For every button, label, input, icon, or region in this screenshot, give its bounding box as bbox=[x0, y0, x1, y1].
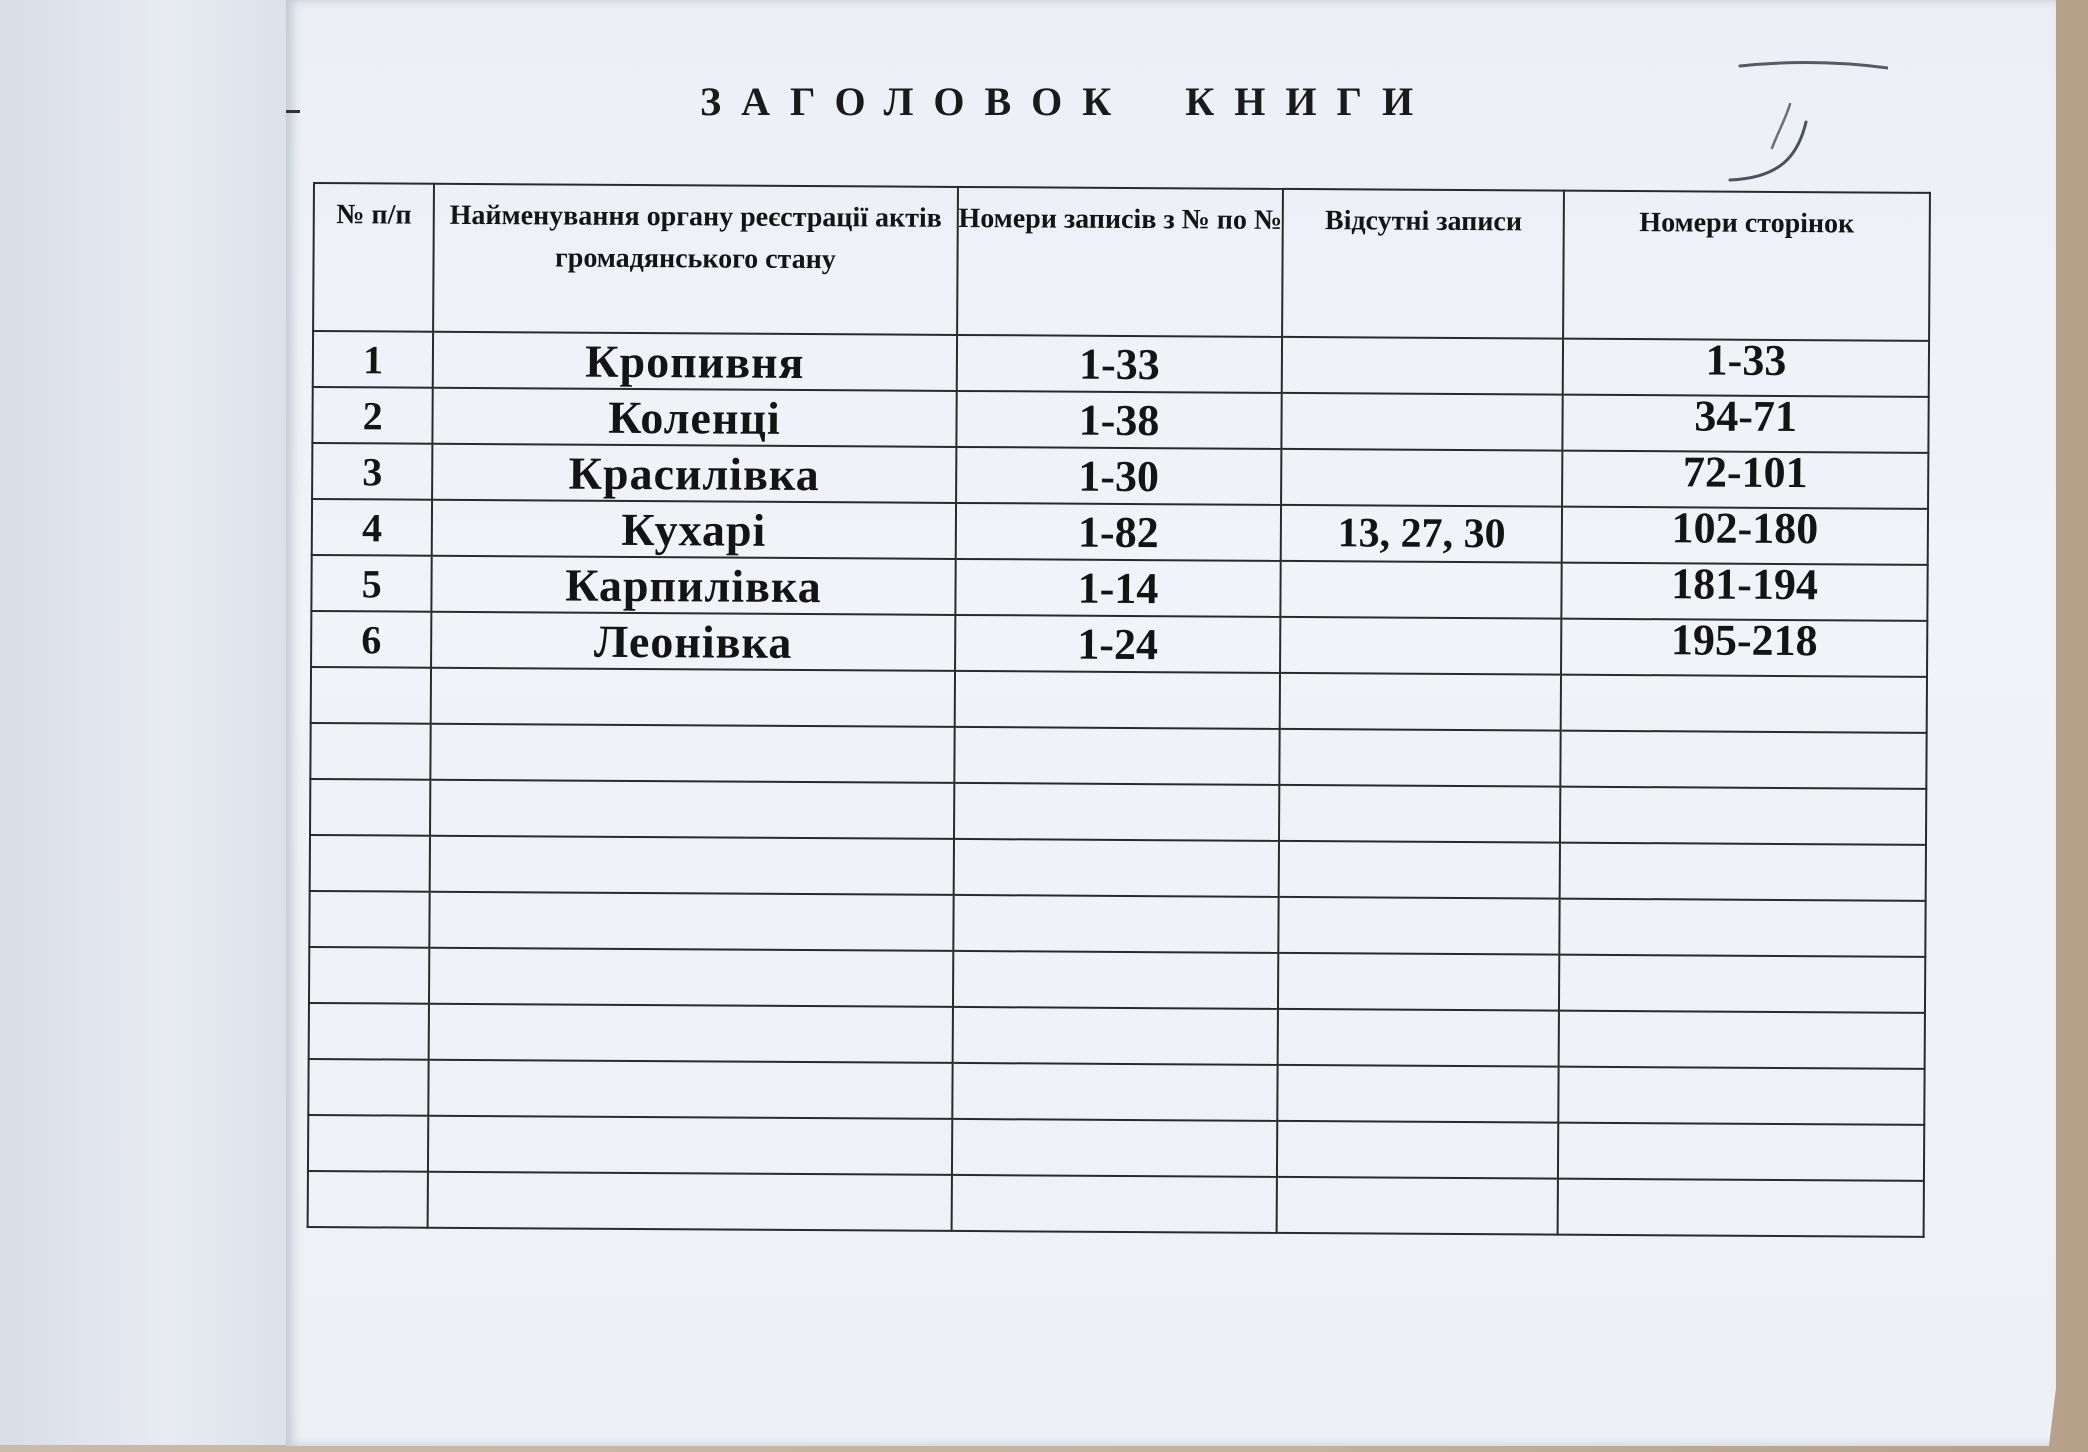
page-range-cell: 181-194 bbox=[1561, 563, 1927, 621]
registry-office-name-cell bbox=[430, 780, 954, 839]
title-word-2: КНИГИ bbox=[1185, 79, 1434, 124]
record-range-cell bbox=[951, 1175, 1277, 1233]
row-number-cell bbox=[311, 667, 432, 724]
table-row bbox=[310, 723, 1926, 789]
page-range-cell bbox=[1561, 675, 1927, 733]
left-book-page bbox=[0, 0, 310, 1445]
missing-records-cell bbox=[1278, 1065, 1559, 1123]
registry-office-name-cell bbox=[431, 668, 955, 727]
row-number-cell bbox=[308, 1115, 429, 1172]
registry-office-name-cell: Коленці bbox=[433, 388, 957, 447]
missing-records-cell bbox=[1282, 393, 1563, 451]
record-range-cell: 1-82 bbox=[955, 503, 1281, 561]
row-number-cell bbox=[309, 947, 430, 1004]
record-range-cell bbox=[953, 839, 1279, 897]
table-row bbox=[309, 947, 1925, 1013]
record-range-cell: 1-33 bbox=[956, 335, 1282, 393]
missing-records-cell bbox=[1278, 953, 1559, 1011]
row-number-cell: 1 bbox=[313, 331, 434, 388]
page-range-cell: 1-33 bbox=[1563, 339, 1929, 397]
table-row bbox=[312, 499, 1928, 565]
header-missing-records: Відсутні записи bbox=[1282, 189, 1564, 339]
missing-records-cell bbox=[1281, 449, 1562, 507]
row-number-cell: 3 bbox=[312, 443, 433, 500]
registry-office-name-cell bbox=[431, 724, 955, 783]
registry-office-name-cell bbox=[429, 1004, 953, 1063]
table-body bbox=[308, 331, 1929, 1237]
missing-records-cell bbox=[1279, 897, 1560, 955]
table-row bbox=[308, 1059, 1924, 1125]
header-registry-office: Найменування органу реєстрації актів громадянського стану bbox=[433, 184, 957, 335]
table-row bbox=[308, 1171, 1924, 1237]
table-row bbox=[310, 835, 1926, 901]
registry-office-name-cell bbox=[428, 1172, 952, 1231]
table-row bbox=[309, 1003, 1925, 1069]
registry-office-name-cell: Кухарі bbox=[432, 500, 956, 559]
page-range-cell: 102-180 bbox=[1562, 507, 1928, 565]
record-range-cell: 1-14 bbox=[955, 559, 1281, 617]
page-range-cell bbox=[1560, 731, 1926, 789]
row-number-cell bbox=[310, 835, 431, 892]
missing-records-cell bbox=[1279, 841, 1560, 899]
record-range-cell: 1-24 bbox=[955, 615, 1281, 673]
missing-records-cell bbox=[1280, 617, 1561, 675]
record-range-cell bbox=[953, 951, 1279, 1009]
page-range-cell bbox=[1560, 787, 1926, 845]
record-range-cell: 1-30 bbox=[956, 447, 1282, 505]
table-row bbox=[310, 779, 1926, 845]
missing-records-cell: 13, 27, 30 bbox=[1281, 505, 1562, 563]
missing-records-cell bbox=[1281, 561, 1562, 619]
registry-office-name-cell: Красилівка bbox=[432, 444, 956, 503]
registry-office-name-cell bbox=[428, 1116, 952, 1175]
row-number-cell bbox=[310, 723, 431, 780]
record-range-cell bbox=[954, 727, 1280, 785]
row-number-cell: 4 bbox=[312, 499, 433, 556]
header-page-numbers: Номери сторінок bbox=[1563, 191, 1930, 341]
registry-office-name-cell bbox=[430, 836, 954, 895]
row-number-cell bbox=[308, 1059, 429, 1116]
record-range-cell bbox=[952, 1119, 1278, 1177]
record-range-cell bbox=[952, 1063, 1278, 1121]
row-number-cell: 6 bbox=[311, 611, 432, 668]
page-range-cell: 72-101 bbox=[1562, 451, 1928, 509]
table-row bbox=[311, 555, 1927, 621]
row-number-cell: 2 bbox=[312, 387, 433, 444]
table-row bbox=[309, 891, 1925, 957]
missing-records-cell bbox=[1278, 1009, 1559, 1067]
page-title bbox=[700, 78, 1660, 125]
page-range-cell bbox=[1558, 1123, 1924, 1181]
pencil-mark-icon bbox=[1728, 60, 1888, 190]
page-range-cell bbox=[1559, 899, 1925, 957]
missing-records-cell bbox=[1282, 337, 1563, 395]
page-range-cell: 195-218 bbox=[1561, 619, 1927, 677]
page-range-cell bbox=[1560, 843, 1926, 901]
registry-office-name-cell: Карпилівка bbox=[432, 556, 956, 615]
row-number-cell bbox=[310, 779, 431, 836]
page-range-cell bbox=[1559, 955, 1925, 1013]
ink-mark bbox=[286, 110, 300, 113]
missing-records-cell bbox=[1280, 729, 1561, 787]
missing-records-cell bbox=[1277, 1177, 1558, 1235]
page-range-cell bbox=[1559, 1011, 1925, 1069]
row-number-cell bbox=[309, 1003, 430, 1060]
page-range-cell bbox=[1558, 1179, 1924, 1237]
registry-office-name-cell: Кропивня bbox=[433, 332, 957, 391]
page-range-cell bbox=[1558, 1067, 1924, 1125]
record-range-cell bbox=[953, 895, 1279, 953]
record-range-cell bbox=[952, 1007, 1278, 1065]
missing-records-cell bbox=[1277, 1121, 1558, 1179]
registry-office-name-cell: Леонівка bbox=[431, 612, 955, 671]
registry-office-name-cell bbox=[429, 1060, 953, 1119]
table-row bbox=[308, 1115, 1924, 1181]
table-row bbox=[311, 611, 1927, 677]
title-word-1: ЗАГОЛОВОК bbox=[700, 79, 1132, 124]
missing-records-cell bbox=[1280, 673, 1561, 731]
row-number-cell: 5 bbox=[311, 555, 432, 612]
table-row bbox=[312, 387, 1928, 453]
table-row bbox=[311, 667, 1927, 733]
row-number-cell bbox=[308, 1171, 429, 1228]
record-range-cell bbox=[954, 671, 1280, 729]
table-row bbox=[313, 331, 1929, 397]
record-range-cell bbox=[954, 783, 1280, 841]
header-num: № п/п bbox=[313, 183, 434, 332]
book-title-table bbox=[307, 182, 1931, 1238]
page-range-cell: 34-71 bbox=[1562, 395, 1928, 453]
header-record-numbers: Номери записів з № по № bbox=[957, 187, 1284, 337]
registry-office-name-cell bbox=[429, 948, 953, 1007]
row-number-cell bbox=[309, 891, 430, 948]
missing-records-cell bbox=[1279, 785, 1560, 843]
table-row bbox=[312, 443, 1928, 509]
table-header-row bbox=[313, 183, 1930, 341]
record-range-cell: 1-38 bbox=[956, 391, 1282, 449]
registry-office-name-cell bbox=[430, 892, 954, 951]
